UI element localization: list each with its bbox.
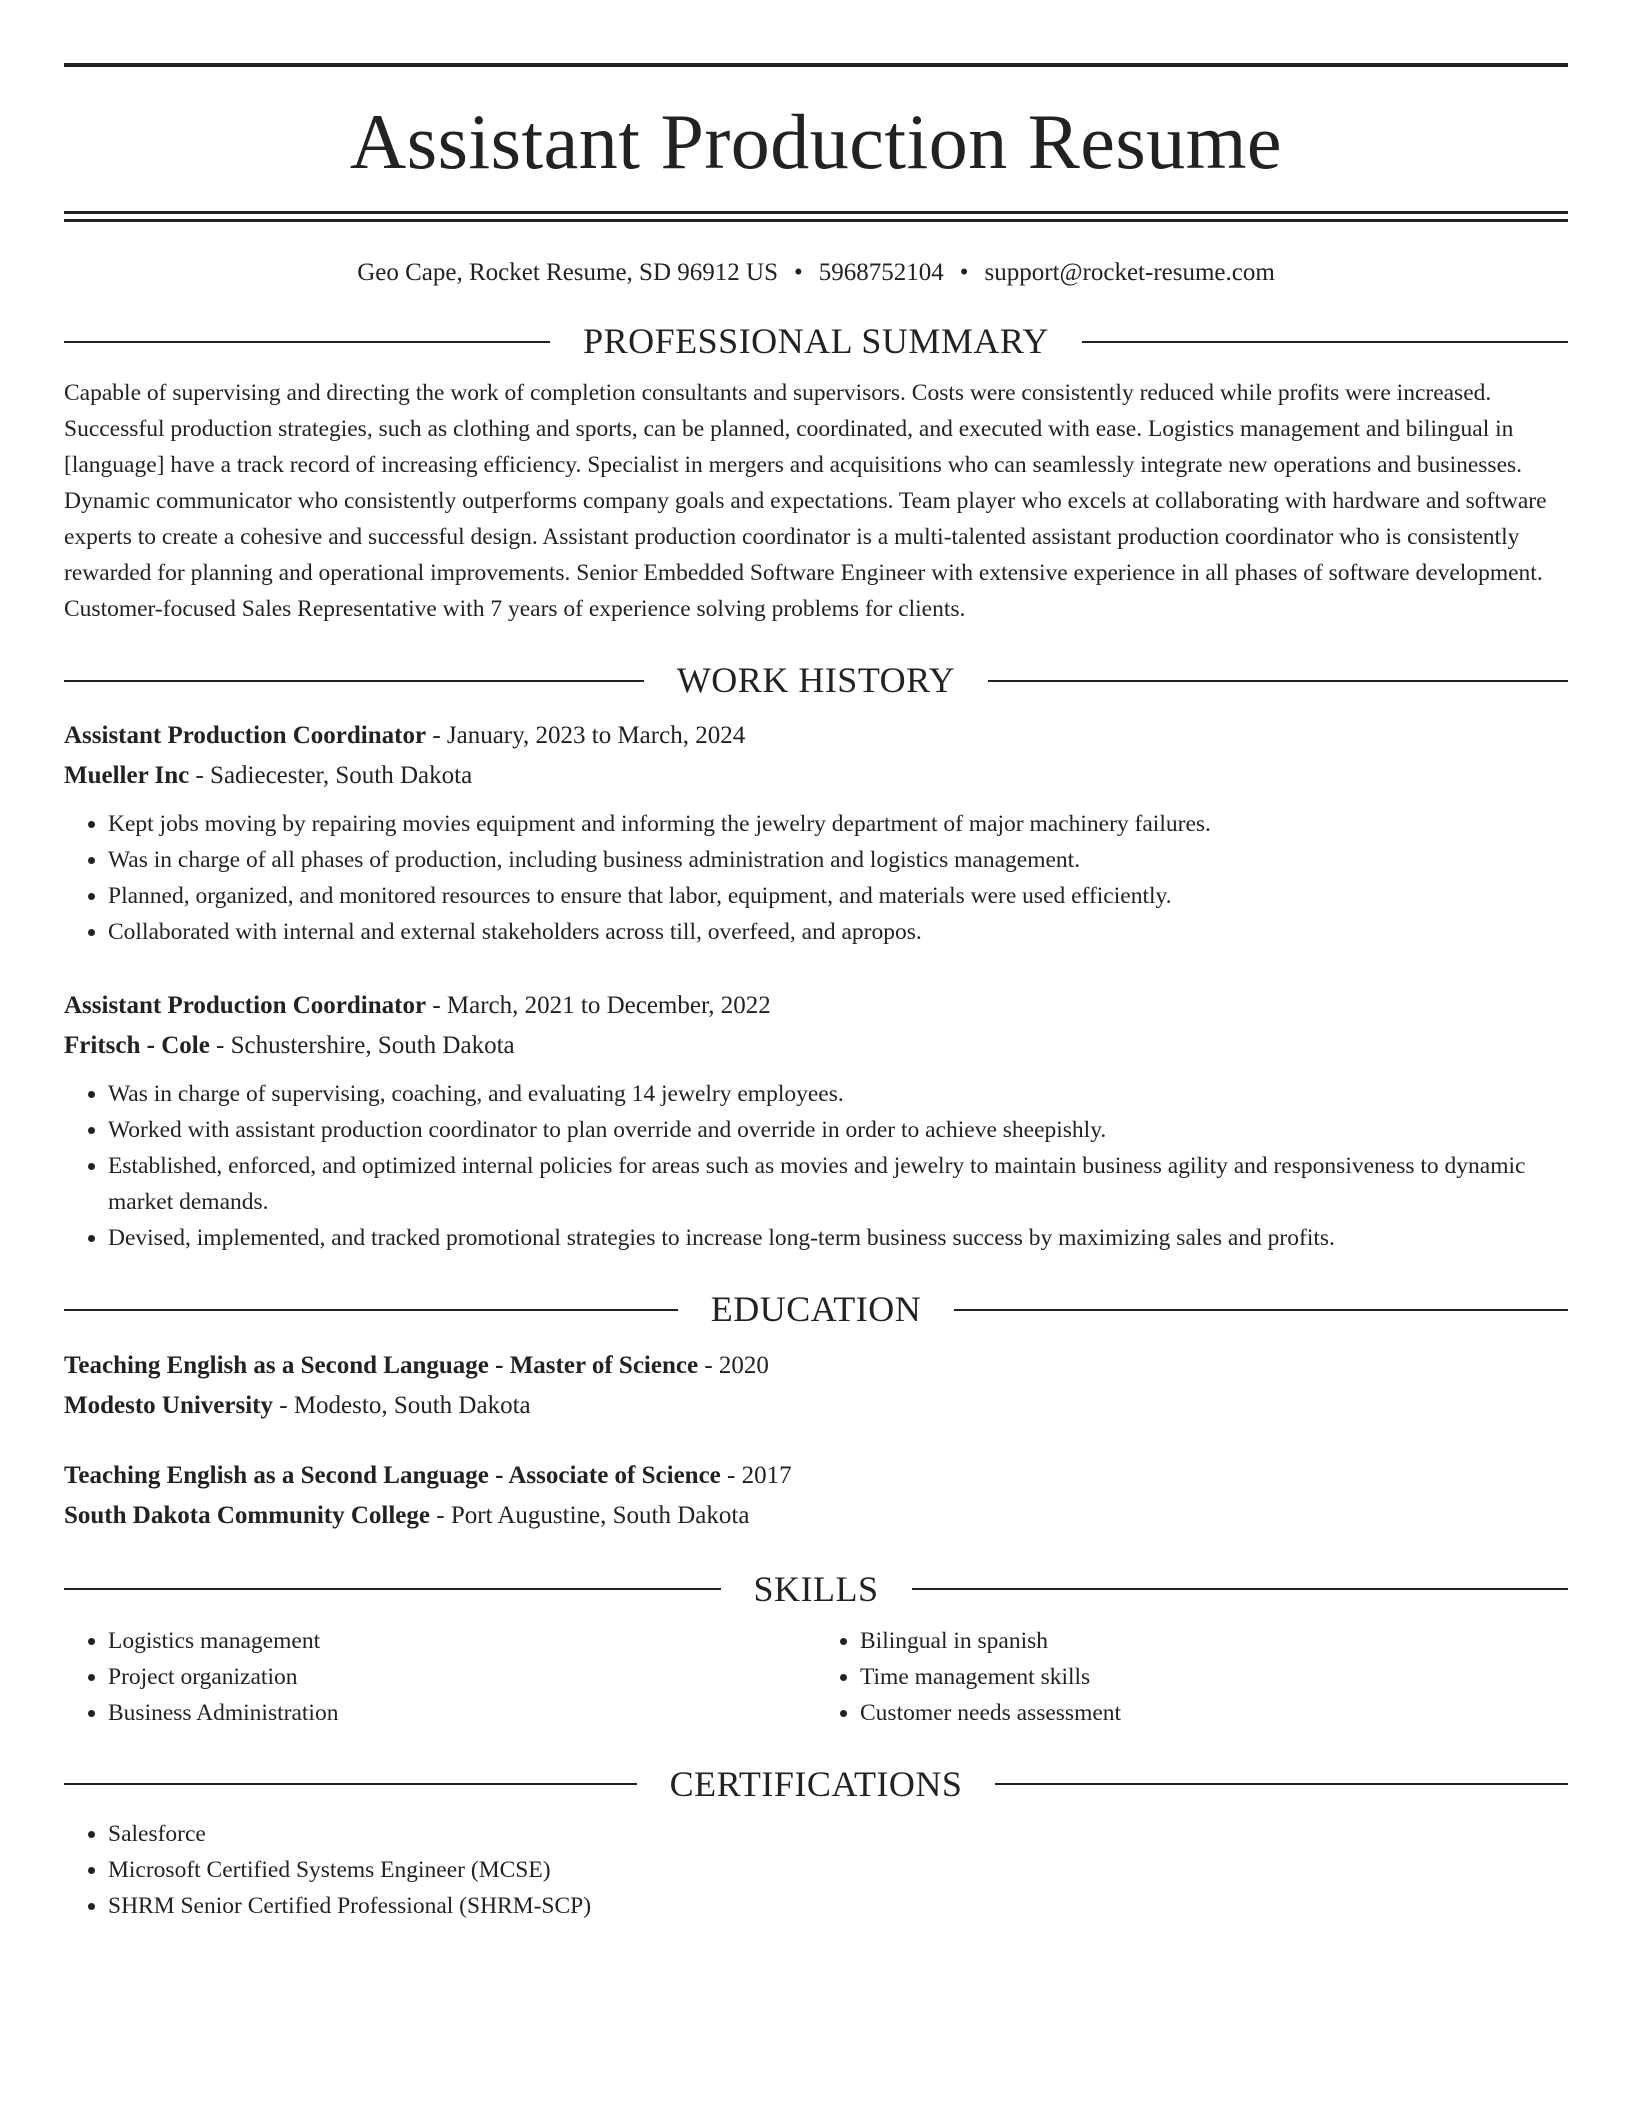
section-heading-work	[64, 659, 1568, 702]
heading-rule	[64, 341, 550, 343]
heading-rule	[954, 1309, 1568, 1311]
education-entry	[64, 1346, 1568, 1426]
section-title: WORK HISTORY	[676, 660, 956, 701]
list-item: • Devised, implemented, and tracked promotional strategies to increase long-term business success by maximizing sales and profits.	[108, 1220, 1568, 1256]
job-title-line	[64, 716, 1568, 756]
contact-email: support@rocket-resume.com	[984, 259, 1275, 286]
list-item: • Was in charge of all phases of production, including business administration and logistics management.	[108, 842, 1568, 878]
contact-phone: 5968752104	[818, 259, 944, 286]
company-location: - Sadiecester, South Dakota	[189, 762, 473, 790]
heading-rule	[64, 1588, 721, 1590]
heading-rule	[64, 680, 644, 682]
contact-line	[64, 258, 1568, 288]
degree-year: - 2017	[720, 1461, 792, 1489]
degree-line	[64, 1346, 1568, 1386]
school-name: Modesto University	[64, 1391, 273, 1419]
summary-paragraph: Capable of supervising and directing the work of completion consultants and supervisors. Costs were consistently reduced while profits were increased. Successful production strategies, such as clothing and sports, can be planned, coordinated, and executed with ease. Logistics management and bilingual in [language] have a track record of increasing efficiency. Specialist in mergers and acquisitions who can seamlessly integrate new operations and businesses. Dynamic communicator who consistently outperforms company goals and expectations. Team player who excels at collaborating with hardware and software experts to create a cohesive and successful design. Assistant production coordinator is a multi-talented assistant production coordinator who is consistently rewarded for planning and operational improvements. Senior Embedded Software Engineer with extensive experience in all phases of software development. Customer-focused Sales Representative with 7 years of experience solving problems for clients.	[64, 380, 1547, 623]
heading-rule	[995, 1783, 1568, 1785]
list-item: • Collaborated with internal and external stakeholders across till, overfeed, and apropos.	[108, 914, 1568, 950]
company-name: Mueller Inc	[64, 762, 190, 790]
skill-item: • Customer needs assessment	[860, 1695, 1568, 1731]
certification-item: • Salesforce	[108, 1816, 1568, 1852]
heading-rule	[64, 1783, 637, 1785]
school-line	[64, 1496, 1568, 1536]
skills-columns	[64, 1623, 1568, 1731]
contact-separator: •	[793, 259, 803, 286]
job-bullets	[64, 806, 1568, 950]
skill-item: • Logistics management	[108, 1623, 816, 1659]
skill-item: • Time management skills	[860, 1659, 1568, 1695]
section-heading-education	[64, 1288, 1568, 1331]
resume-title: Assistant Production Resume	[349, 98, 1283, 185]
school-name: South Dakota Community College	[64, 1501, 430, 1529]
school-location: - Modesto, South Dakota	[273, 1391, 531, 1419]
heading-rule	[64, 1309, 678, 1311]
skills-list-left	[64, 1623, 816, 1731]
company-line	[64, 756, 1568, 796]
section-heading-certifications	[64, 1763, 1568, 1806]
certification-item: • Microsoft Certified Systems Engineer (MCSE)	[108, 1852, 1568, 1888]
skill-item: • Bilingual in spanish	[860, 1623, 1568, 1659]
degree-line	[64, 1456, 1568, 1496]
certifications-list	[64, 1816, 1568, 1924]
heading-rule	[912, 1588, 1569, 1590]
contact-address: Geo Cape, Rocket Resume, SD 96912 US	[357, 259, 778, 286]
section-heading-summary	[64, 320, 1568, 363]
degree-name: Teaching English as a Second Language - Master of Science	[64, 1351, 699, 1379]
company-name: Fritsch - Cole	[64, 1032, 210, 1060]
degree-year: - 2020	[698, 1351, 769, 1379]
section-title: SKILLS	[753, 1568, 879, 1609]
top-rule	[64, 63, 1568, 67]
list-item: • Worked with assistant production coordinator to plan override and override in order to achieve sheepishly.	[108, 1112, 1568, 1148]
title-double-rule	[64, 211, 1568, 222]
heading-rule	[988, 680, 1568, 682]
section-title: CERTIFICATIONS	[669, 1763, 963, 1804]
list-item: • Planned, organized, and monitored resources to ensure that labor, equipment, and materials were used efficiently.	[108, 878, 1568, 914]
degree-name: Teaching English as a Second Language - Associate of Science	[64, 1461, 721, 1489]
job-dates: - March, 2021 to December, 2022	[426, 992, 771, 1020]
list-item: • Established, enforced, and optimized internal policies for areas such as movies and jewelry to maintain business agility and responsiveness to dynamic market demands.	[108, 1148, 1568, 1220]
work-entry	[64, 716, 1568, 950]
job-bullets	[64, 1076, 1568, 1256]
company-location: - Schustershire, South Dakota	[209, 1032, 515, 1060]
education-entry	[64, 1456, 1568, 1536]
list-item: • Was in charge of supervising, coaching, and evaluating 14 jewelry employees.	[108, 1076, 1568, 1112]
school-location: - Port Augustine, South Dakota	[430, 1501, 750, 1529]
job-title-line	[64, 986, 1568, 1026]
heading-rule	[1082, 341, 1568, 343]
work-entry	[64, 986, 1568, 1256]
contact-separator: •	[959, 259, 969, 286]
job-title: Assistant Production Coordinator	[64, 722, 427, 750]
company-line	[64, 1026, 1568, 1066]
job-dates: - January, 2023 to March, 2024	[426, 722, 746, 750]
job-title: Assistant Production Coordinator	[64, 992, 427, 1020]
section-title: EDUCATION	[710, 1289, 922, 1330]
skills-list-right	[816, 1623, 1568, 1731]
list-item: • Kept jobs moving by repairing movies equipment and informing the jewelry department of major machinery failures.	[108, 806, 1568, 842]
section-heading-skills	[64, 1568, 1568, 1611]
certification-item: • SHRM Senior Certified Professional (SHRM-SCP)	[108, 1888, 1568, 1924]
skill-item: • Project organization	[108, 1659, 816, 1695]
school-line	[64, 1386, 1568, 1426]
section-title: PROFESSIONAL SUMMARY	[583, 321, 1049, 361]
skill-item: • Business Administration	[108, 1695, 816, 1731]
